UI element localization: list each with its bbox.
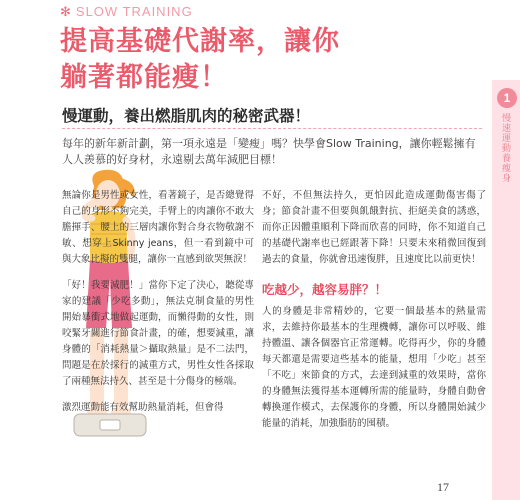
dashed-divider — [62, 128, 482, 129]
title-line-2: 躺著都能瘦！ — [60, 62, 228, 93]
body-paragraph: 激烈運動能有效幫助熱量消耗，但會得 — [62, 402, 224, 413]
asterisk-icon: ✻ — [60, 4, 72, 19]
body-paragraph: 無論你是男性或女性，看著鏡子，是否總覺得自己的身形不夠完美，手臂上的肉讓你不敢大膽揮手、腰上的三層肉讓你對合身衣物敬謝不敏、想穿上Skinny jeans，但一看到鏡中可與大象比擬的雙腿，讓你一直感到欲哭無淚！ — [62, 190, 254, 265]
body-paragraph: 不好，不但無法持久，更怕因此造成運動傷害傷了身；節食計畫不但要與飢餓對抗、拒絕美食的誘惑，而你正因體重順利下降而欣喜的同時，你不知道自己的基礎代謝率也已經跟著下降！只要未來稍微回復到過去的食量，你就會迅速復胖，且速度比以前更快！ — [262, 190, 486, 265]
page-number: 17 — [437, 480, 449, 494]
intro-paragraph: 每年的新年新計劃，第一項永遠是「變瘦」嗎？快學會Slow Training，讓你輕鬆擁有人人羨慕的好身材，永遠剔去萬年減肥目標！ — [62, 137, 476, 166]
section-kicker: ✻ SLOW TRAINING — [60, 4, 193, 19]
chapter-vertical-label: 慢速運動養瘦身 — [502, 114, 512, 184]
body-paragraph: 「好！我要減肥！」當你下定了決心，聽從專家的建議「少吃多動」，無法克制食量的男性開始暴衝式地做起運動，而懶得動的女性，則咬緊牙關進行節食計畫，的確，想要減重，讓身體的「消耗熱量＞攝取熱量」是不二法門，問題是在於採行的減重方式，男性女性各採取了兩種無法持久、甚至是十分傷身的極端。 — [62, 280, 254, 387]
body-column-left — [62, 188, 254, 416]
chapter-number-badge: 1 — [497, 88, 517, 108]
body-paragraph: 人的身體是非常精妙的，它要一個最基本的熱量需求，去維持你最基本的生理機轉，讓你可以呼吸、維持體溫、讓各個器官正常運轉。吃得再少，你的身體每天都還是需要這些基本的能量，想用「少吃」甚至「不吃」來節食的方式，去達到減重的效果時，當你的身體無法獲得基本運轉所需的能量時，身體自動會轉換運作模式，去保護你的身體，所以身體開始減少能量的消耗，加強脂肪的囤積。 — [262, 306, 486, 429]
section-subtitle: 慢運動，養出燃脂肌肉的秘密武器！ — [62, 107, 311, 125]
section-heading: 吃越少，越容易胖？！ — [262, 282, 388, 297]
page-title — [60, 24, 480, 96]
title-line-1: 提高基礎代謝率，讓你 — [60, 26, 340, 57]
body-column-right — [262, 188, 486, 432]
